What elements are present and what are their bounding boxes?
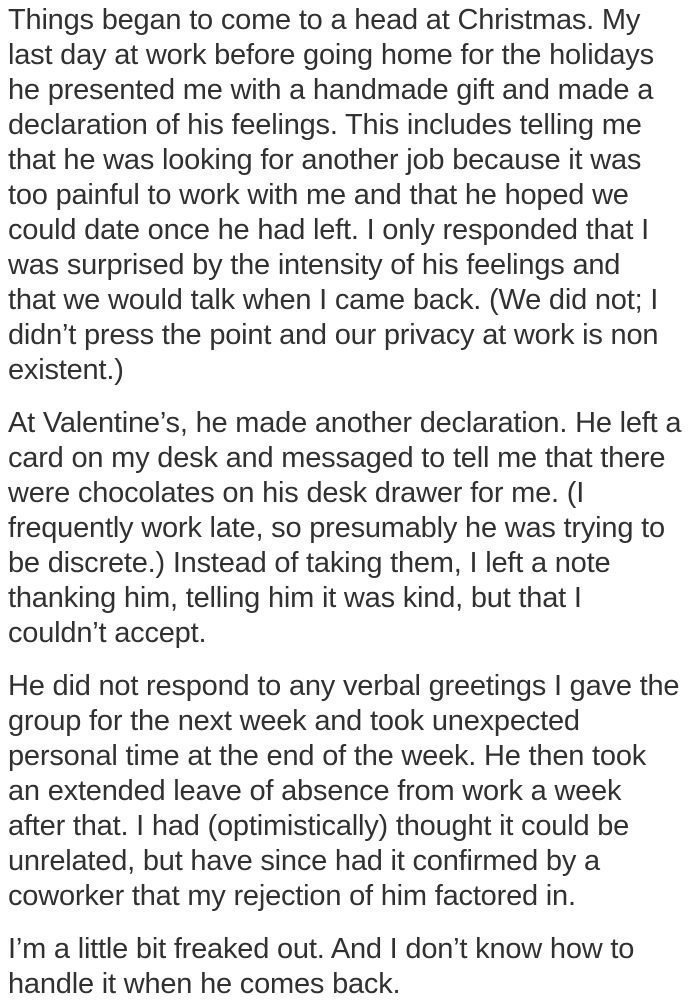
paragraph (8, 669, 692, 914)
text-line: handle it when he comes back. (8, 968, 401, 1000)
text-line: coworker that my rejection of him factored in. (8, 880, 576, 912)
text-line: were chocolates on his desk drawer for me. (I (8, 477, 585, 509)
text-line: existent.) (8, 354, 124, 386)
text-line: that he was looking for another job because it was (8, 144, 642, 176)
text-line: last day at work before going home for the holidays (8, 39, 654, 71)
text-line: I’m a little bit freaked out. And I don’t know how to (8, 933, 635, 965)
text-line: an extended leave of absence from work a week (8, 775, 622, 807)
text-line: didn’t press the point and our privacy at work is non (8, 319, 659, 351)
text-line: personal time at the end of the week. He then took (8, 740, 647, 772)
text-line: after that. I had (optimistically) thought it could be (8, 810, 630, 842)
text-line: too painful to work with me and that he hoped we (8, 179, 629, 211)
paragraph-container (8, 3, 692, 1002)
text-line: couldn’t accept. (8, 617, 207, 649)
text-line: unrelated, but have since had it confirmed by a (8, 845, 600, 877)
text-line: card on my desk and messaged to tell me that there (8, 442, 666, 474)
text-line: thanking him, telling him it was kind, but that I (8, 582, 582, 614)
text-line: be discrete.) Instead of taking them, I left a note (8, 547, 611, 579)
text-line: group for the next week and took unexpected (8, 705, 580, 737)
text-line: At Valentine’s, he made another declaration. He left a (8, 407, 682, 439)
text-line: was surprised by the intensity of his feelings and (8, 249, 621, 281)
text-line: He did not respond to any verbal greetings I gave the (8, 670, 680, 702)
text-line: that we would talk when I came back. (We did not; I (8, 284, 659, 316)
text-line: could date once he had left. I only responded that I (8, 214, 649, 246)
text-line: he presented me with a handmade gift and made a (8, 74, 654, 106)
paragraph (8, 3, 692, 388)
text-line: Things began to come to a head at Christmas. My (8, 4, 641, 36)
paragraph (8, 406, 692, 651)
text-line: declaration of his feelings. This includes telling me (8, 109, 642, 141)
text-line: frequently work late, so presumably he was trying to (8, 512, 665, 544)
paragraph (8, 932, 692, 1002)
